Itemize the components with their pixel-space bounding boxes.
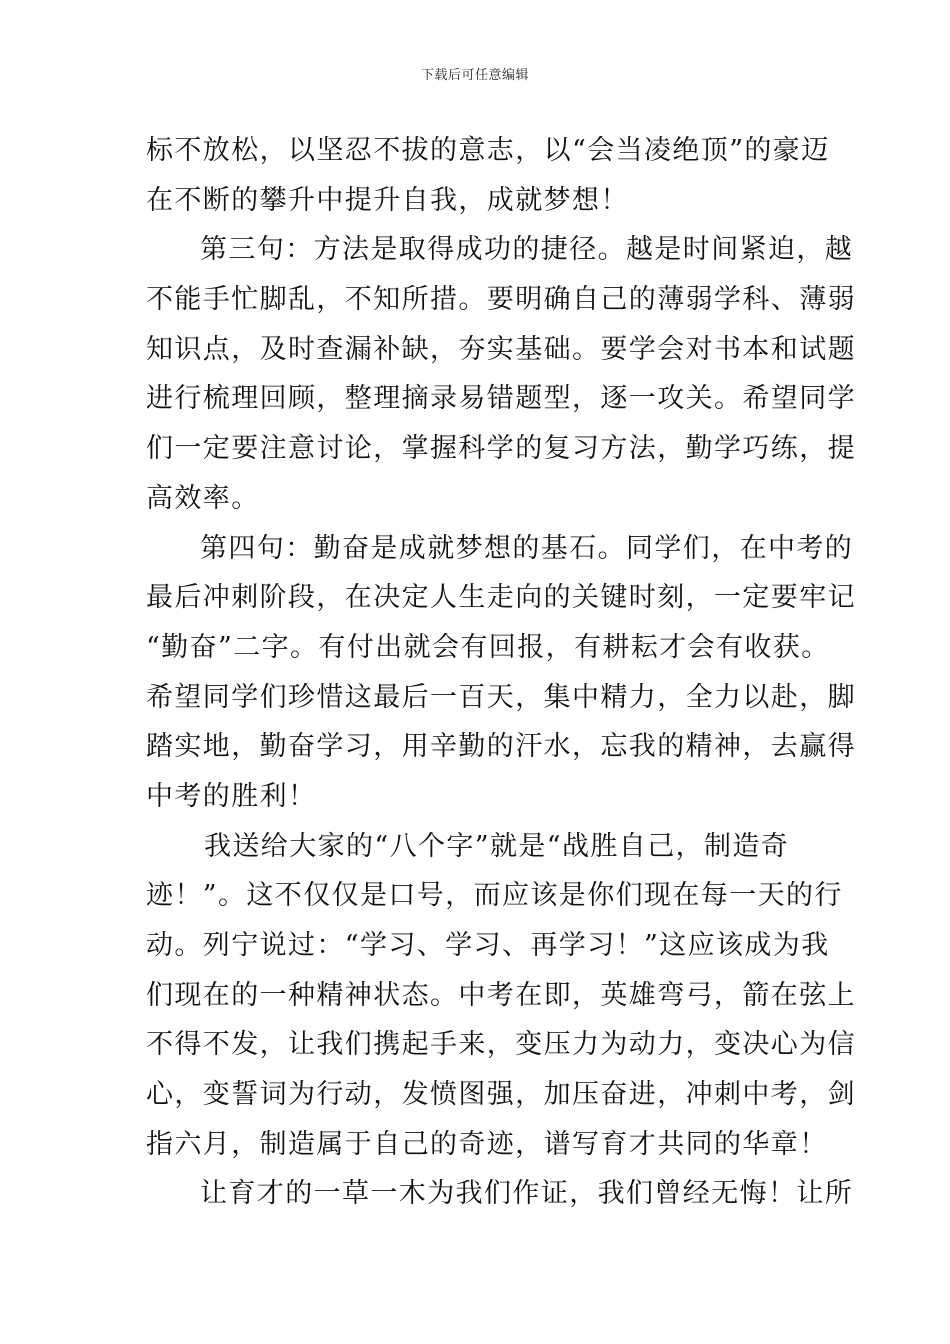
text-line: 最后冲刺阶段，在决定人生走向的关键时刻，一定要牢记 [146, 582, 856, 614]
text-line: 知识点，及时查漏补缺，夯实基础。要学会对书本和试题 [146, 333, 856, 365]
text-line: 中考的胜利！ [146, 780, 317, 812]
text-line: 在不断的攀升中提升自我，成就梦想！ [146, 184, 629, 216]
text-line: 指六月，制造属于自己的奇迹，谱写育才共同的华章！ [146, 1128, 828, 1160]
text-line: 们一定要注意讨论，掌握科学的复习方法，勤学巧练，提 [146, 433, 856, 465]
text-line: 动。列宁说过：“学习、学习、再学习！”这应该成为我 [146, 930, 830, 961]
text-line: 标不放松，以坚忍不拔的意志，以“会当凌绝顶”的豪迈 [146, 135, 830, 166]
text-line: 希望同学们珍惜这最后一百天，集中精力，全力以赴，脚 [146, 681, 856, 713]
text-line: 进行梳理回顾，整理摘录易错题型，逐一攻关。希望同学 [146, 383, 856, 415]
paragraph-start-line: 第三句：方法是取得成功的捷径。越是时间紧迫，越 [200, 234, 854, 266]
text-line: “勤奋”二字。有付出就会有回报，有耕耘才会有收获。 [146, 631, 830, 663]
paragraph-start-line: 第四句：勤奋是成就梦想的基石。同学们，在中考的 [200, 532, 854, 564]
page-header-note: 下载后可任意编辑 [420, 68, 529, 83]
text-line: 迹！”。这不仅仅是口号，而应该是你们现在每一天的行 [146, 880, 843, 912]
paragraph-start-line: 我送给大家的“八个字”就是“战胜自己，制造奇 [204, 830, 790, 862]
text-line: 踏实地，勤奋学习，用辛勤的汗水，忘我的精神，去赢得 [146, 731, 856, 763]
text-line: 心，变誓词为行动，发愤图强，加压奋进，冲刺中考，剑 [146, 1079, 856, 1111]
text-line: 高效率。 [146, 482, 260, 514]
paragraph-start-line: 让育才的一草一木为我们作证，我们曾经无悔！让所 [200, 1178, 854, 1210]
text-line: 们现在的一种精神状态。中考在即，英雄弯弓，箭在弦上 [146, 979, 856, 1011]
text-line: 不能手忙脚乱，不知所措。要明确自己的薄弱学科、薄弱 [146, 284, 856, 316]
text-line: 不得不发，让我们携起手来，变压力为动力，变决心为信 [146, 1029, 856, 1061]
document-body [146, 126, 856, 1219]
